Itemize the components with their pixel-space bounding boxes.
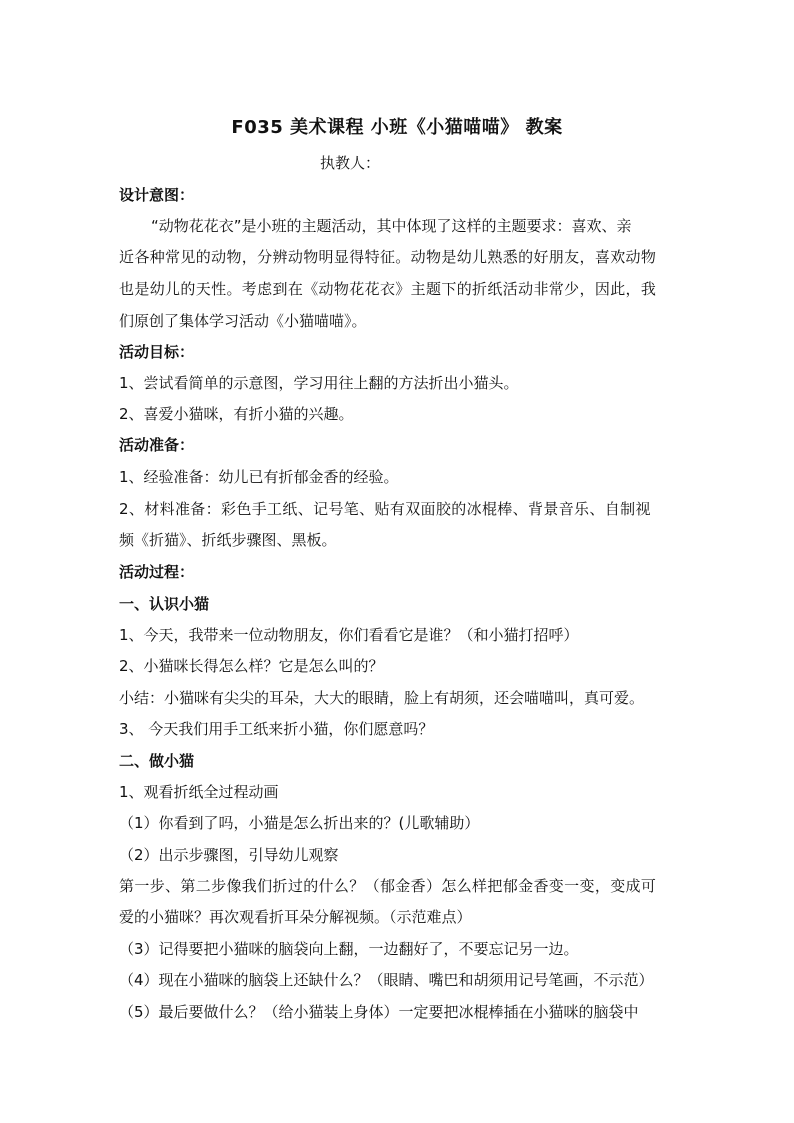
goal-item: 2、喜爱小猫咪，有折小猫的兴趣。 (119, 405, 354, 423)
goals-heading: 活动目标： (119, 343, 195, 361)
preparation-line: 1、经验准备：幼儿已有折郁金香的经验。 (119, 468, 399, 486)
part2-heading: 二、做小猫 (119, 752, 195, 770)
design-intent-heading: 设计意图： (119, 186, 195, 204)
process-line: 爱的小猫咪？再次观看折耳朵分解视频。（示范难点） (119, 908, 472, 926)
process-line: 1、观看折纸全过程动画 (119, 783, 279, 801)
teacher-label: 执教人： (320, 154, 381, 172)
paragraph-line: “动物花花衣”是小班的主题活动，其中体现了这样的主题要求：喜欢、亲 (151, 217, 632, 235)
paragraph-line: 们原创了集体学习活动《小猫喵喵》。 (119, 312, 367, 330)
process-line: 2、小猫咪长得怎么样？它是怎么叫的？ (119, 657, 384, 675)
process-heading: 活动过程： (119, 563, 195, 581)
goal-item: 1、尝试看简单的示意图，学习用往上翻的方法折出小猫头。 (119, 374, 519, 392)
paragraph-line: 也是幼儿的天性。考虑到在《动物花花衣》主题下的折纸活动非常少，因此，我 (119, 280, 657, 298)
process-line: （3）记得要把小猫咪的脑袋向上翻，一边翻好了，不要忘记另一边。 (119, 940, 579, 958)
process-line: （5）最后要做什么？（给小猫装上身体）一定要把冰棍棒插在小猫咪的脑袋中 (119, 1003, 639, 1021)
process-line: 3、 今天我们用手工纸来折小猫，你们愿意吗？ (119, 720, 434, 738)
process-line: （2）出示步骤图，引导幼儿观察 (119, 846, 339, 864)
preparation-line: 频《折猫》、折纸步骤图、黑板。 (119, 531, 337, 549)
process-line: （4）现在小猫咪的脑袋上还缺什么？（眼睛、嘴巴和胡须用记号笔画，不示范） (119, 971, 654, 989)
process-line: 第一步、第二步像我们折过的什么？（郁金香）怎么样把郁金香变一变，变成可 (119, 877, 657, 895)
process-line: （1）你看到了吗，小猫是怎么折出来的？(儿歌辅助） (119, 814, 480, 832)
paragraph-line: 近各种常见的动物，分辨动物明显得特征。动物是幼儿熟悉的好朋友，喜欢动物 (119, 248, 657, 266)
process-line: 小结：小猫咪有尖尖的耳朵，大大的眼睛，脸上有胡须，还会喵喵叫，真可爱。 (119, 689, 645, 707)
preparation-line: 2、材料准备：彩色手工纸、记号笔、贴有双面胶的冰棍棒、背景音乐、自制视 (119, 500, 651, 518)
process-line: 1、今天，我带来一位动物朋友，你们看看它是谁？（和小猫打招呼） (119, 626, 579, 644)
document-title: F035 美术课程 小班《小猫喵喵》 教案 (231, 117, 563, 138)
preparation-heading: 活动准备： (119, 436, 195, 454)
part1-heading: 一、认识小猫 (119, 595, 210, 613)
